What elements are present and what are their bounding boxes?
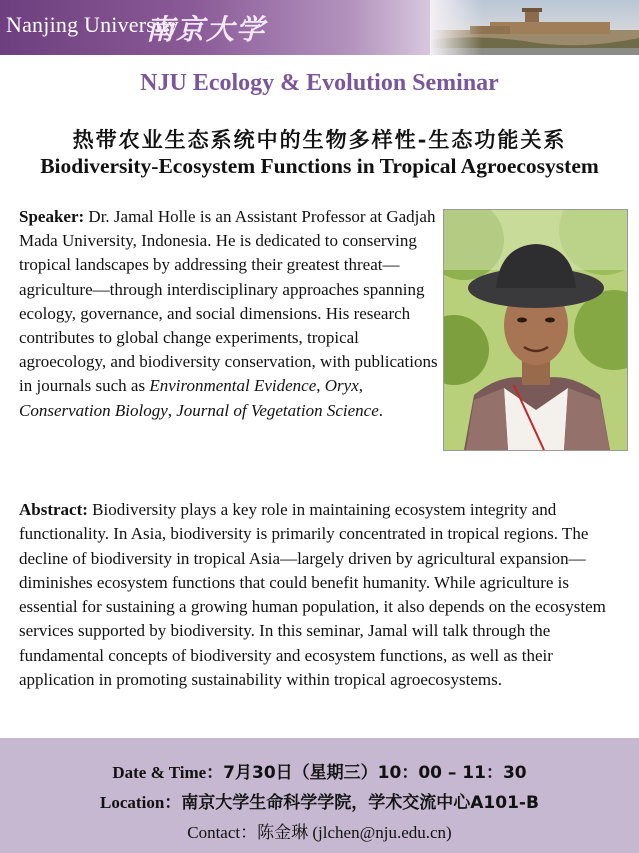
bio-end: . (378, 400, 384, 420)
university-name-en: Nanjing University (6, 12, 179, 37)
university-name-zh: 南京大学 (146, 13, 267, 46)
speaker-photo (443, 209, 628, 451)
speaker-bio-text: Dr. Jamal Holle is an Assistant Professor at Gadjah Mada University, Indonesia. He is dedicated to conserving tropical landscapes by addressing their greatest threat—agriculture—through interdisciplinary approaches spanning ecology, governance, and social dimensions. His research contributes to global change experiments, tropical agroecology, and biodiversity conservation, with publications in journals such as (19, 207, 438, 396)
speaker-photo-illustration (444, 210, 627, 450)
speaker-bio (19, 205, 439, 423)
date-value: 7月30日（星期三）10：00 – 11：30 (223, 763, 527, 783)
speaker-label: Speaker: (19, 207, 85, 226)
campus-photo (430, 0, 639, 55)
abstract (19, 498, 623, 692)
location-label: Location： (100, 793, 182, 812)
journal-name: Conservation Biology (19, 400, 168, 420)
talk-title-zh: 热带农业生态系统中的生物多样性-生态功能关系 (72, 127, 567, 152)
contact (0, 818, 639, 843)
journal-name: Journal of Vegetation Science (176, 400, 379, 420)
seminar-title: NJU Ecology & Evolution Seminar (140, 70, 499, 96)
journal-name: Environmental Evidence (149, 376, 317, 396)
talk-title-en: Biodiversity-Ecosystem Functions in Tropical Agroecosystem (40, 154, 599, 178)
header-banner (0, 0, 639, 55)
location (0, 788, 639, 813)
journal-separator: , (358, 376, 364, 396)
abstract-text: Biodiversity plays a key role in maintaining ecosystem integrity and functionality. In Asia, biodiversity is primarily concentrated in tropical regions. The decline of biodiversity in tropical Asia—largely driven by agricultural expansion—diminishes ecosystem functions that could benefit humanity. While agriculture is essential for sustaining a growing human population, it also depends on the ecosystem services supported by biodiversity. In this seminar, Jamal will talk through the fundamental concepts of biodiversity and ecosystem functions, as well as their application in promoting sustainability within tropical agroecosystems. (19, 500, 606, 690)
location-value: 南京大学生命科学学院，学术交流中心A101-B (181, 793, 539, 813)
event-info-footer (0, 738, 639, 853)
date-label: Date & Time： (112, 763, 224, 782)
journal-separator: , (167, 400, 177, 420)
contact-value[interactable]: 陈金琳 (jlchen@nju.edu.cn) (257, 823, 452, 842)
contact-label: Contact： (187, 823, 258, 842)
abstract-label: Abstract: (19, 500, 88, 519)
journal-name: Oryx (324, 376, 359, 396)
date-time (0, 758, 639, 783)
journal-separator: , (316, 376, 325, 396)
